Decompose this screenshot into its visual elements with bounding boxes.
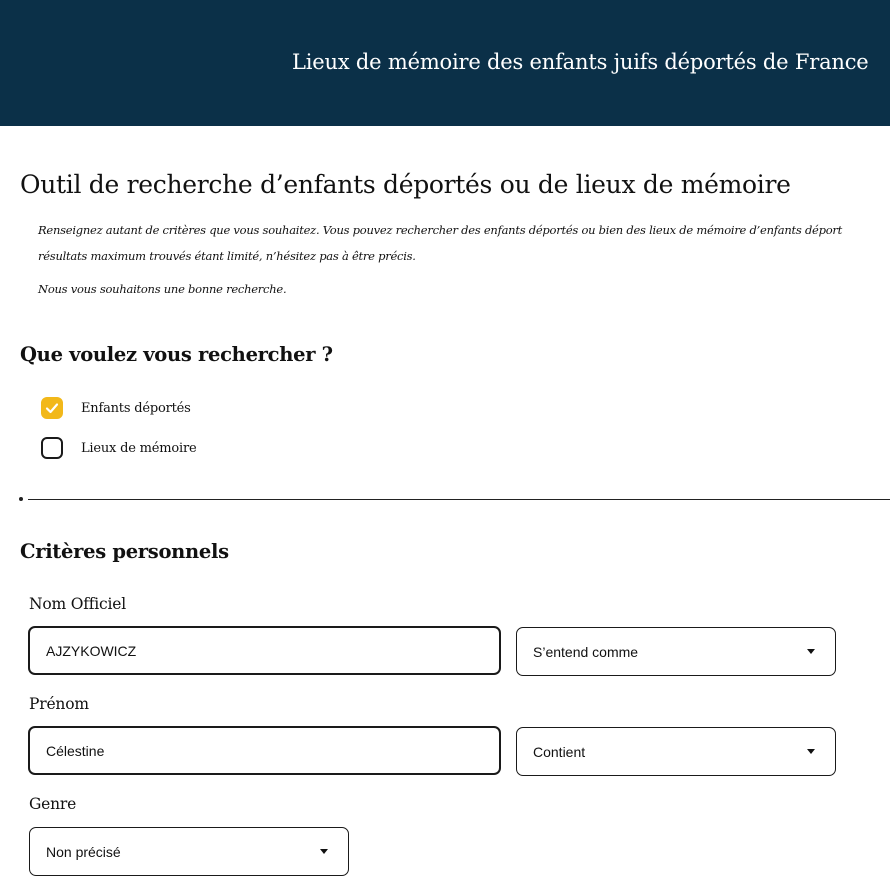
criteria-title: Critères personnels: [20, 540, 229, 563]
intro-text-line-3: Nous vous souhaitons une bonne recherche.: [38, 282, 287, 296]
search-type-title: Que voulez vous rechercher ?: [20, 343, 333, 366]
checkbox-enfants-deportes[interactable]: [41, 396, 191, 420]
genre-label: Genre: [29, 795, 77, 813]
checkbox-label: Lieux de mémoire: [81, 440, 197, 456]
caret-down-icon: [807, 649, 815, 654]
genre-select[interactable]: [29, 827, 349, 876]
prenom-input[interactable]: [28, 726, 501, 775]
prenom-match-value: Contient: [533, 743, 586, 760]
caret-down-icon: [807, 749, 815, 754]
nom-input[interactable]: [28, 626, 501, 675]
checkbox-label: Enfants déportés: [81, 400, 191, 416]
genre-value: Non précisé: [46, 843, 121, 860]
section-divider: [28, 499, 890, 500]
divider-dot: [19, 497, 23, 501]
prenom-match-select[interactable]: [516, 727, 836, 776]
caret-down-icon: [320, 849, 328, 854]
nom-match-value: S’entend comme: [533, 643, 639, 660]
nom-label: Nom Officiel: [29, 595, 127, 613]
intro-text-line-1: Renseignez autant de critères que vous souhaitez. Vous pouvez rechercher des enfants déportés ou bien des lieux de mémoire d’enfants déport: [38, 223, 843, 237]
page-title: Outil de recherche d’enfants déportés ou de lieux de mémoire: [20, 170, 791, 199]
intro-text-line-2: résultats maximum trouvés étant limité, n’hésitez pas à être précis.: [38, 249, 416, 263]
checkbox-checked-icon[interactable]: [41, 397, 63, 419]
prenom-label: Prénom: [29, 695, 89, 713]
site-header: [0, 0, 890, 126]
checkbox-unchecked-icon[interactable]: [41, 437, 63, 459]
nom-match-select[interactable]: [516, 627, 836, 676]
checkbox-lieux-de-memoire[interactable]: [41, 436, 197, 460]
site-title[interactable]: Lieux de mémoire des enfants juifs déportés de France: [292, 50, 869, 74]
